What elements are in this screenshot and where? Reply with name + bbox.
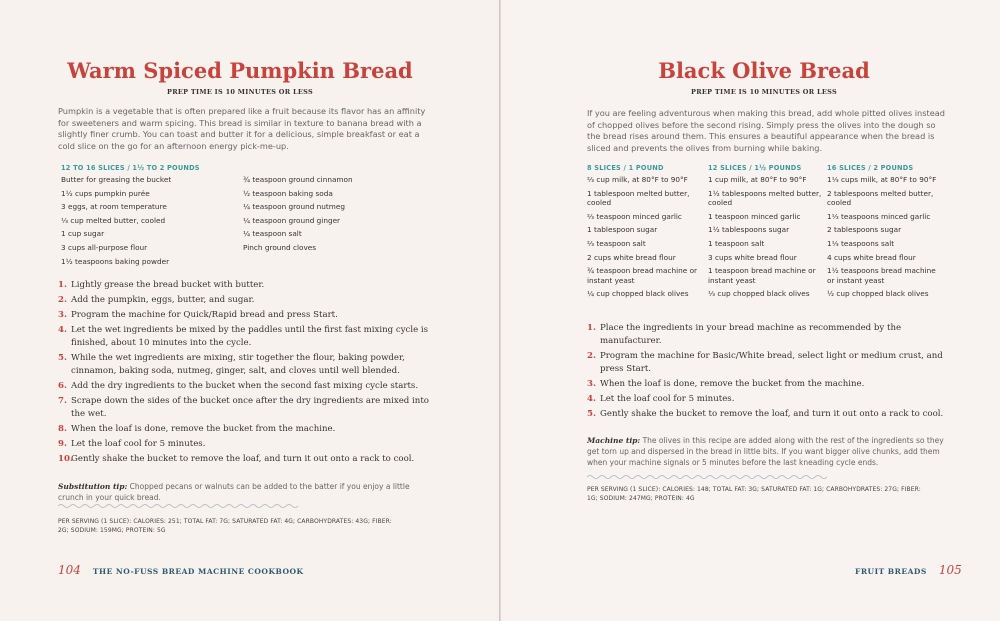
- step-item: [58, 324, 438, 350]
- step-text: While the wet ingredients are mixing, stir together the flour, baking powder, cinnamon, baking soda, nutmeg, ginger, salt, and cloves until well blended.: [71, 353, 405, 376]
- ingredient-item: 3 cups white bread flour: [708, 252, 797, 262]
- ingredient-item: 1 cup sugar: [61, 229, 105, 239]
- substitution-tip: [58, 481, 418, 503]
- step-text: Lightly grease the bread bucket with butter.: [71, 280, 265, 290]
- step-text: When the loaf is done, remove the bucket from the machine.: [71, 424, 336, 434]
- ingredient-item: ¼ teaspoon salt: [243, 229, 302, 239]
- ingredient-item: 1½ cups pumpkin purée: [61, 188, 150, 198]
- ingredient-item: ¼ teaspoon ground ginger: [243, 215, 341, 225]
- step-text: Let the loaf cool for 5 minutes.: [600, 394, 735, 404]
- step-number: 4.: [58, 325, 67, 335]
- tip-label: Substitution tip:: [58, 482, 128, 491]
- step-text: Add the dry ingredients to the bucket when the second fast mixing cycle starts.: [71, 381, 419, 391]
- step-text: Program the machine for Basic/White bread, select light or medium crust, and press Start.: [600, 351, 943, 374]
- step-item: [58, 352, 438, 378]
- ingredients-col-2: [243, 175, 423, 257]
- ingredient-item: 1 tablespoon sugar: [587, 225, 658, 235]
- ingredient-item: ⅓ cup chopped black olives: [708, 289, 810, 299]
- step-number: 6.: [58, 381, 67, 391]
- nutrition-info: PER SERVING (1 SLICE): CALORIES: 148; TOTAL FAT: 3G; SATURATED FAT: 1G; CARBOHYDRATES: 27G; FIBER: 1G; SODIUM: 247MG; PROTEIN: 4G: [587, 486, 921, 502]
- machine-tip: [587, 435, 947, 468]
- ingredient-item: ⅔ teaspoon minced garlic: [587, 211, 682, 221]
- ingredient-item: 3 cups all-purpose flour: [61, 242, 148, 252]
- step-text: Place the ingredients in your bread machine as recommended by the manufacturer.: [600, 323, 902, 346]
- ingredients-column: [587, 164, 702, 303]
- step-item: [587, 322, 947, 348]
- ingredient-item: 1⅓ teaspoons minced garlic: [827, 211, 931, 221]
- step-number: 7.: [58, 396, 67, 406]
- step-item: [587, 393, 947, 406]
- ingredient-item: 1 cup milk, at 80°F to 90°F: [708, 175, 807, 184]
- recipe-title: Black Olive Bread: [658, 58, 870, 83]
- step-item: [58, 279, 438, 292]
- ingredient-item: 1 teaspoon minced garlic: [708, 211, 801, 221]
- yield-label: 12 SLICES / 1½ POUNDS: [708, 164, 802, 172]
- step-item: [58, 309, 438, 322]
- ingredient-item: ¼ teaspoon ground nutmeg: [243, 202, 345, 212]
- ingredient-item: 1½ tablespoons sugar: [708, 225, 790, 235]
- page-number: 105: [938, 563, 962, 577]
- recipe-intro: If you are feeling adventurous when making this bread, add whole pitted olives instead of chopped olives before the second rising. Simply press the olives into the dough so the bread rises around them. This ensures a beautiful appearance when the bread is sliced and prevents the olives from burning while baking.: [587, 108, 945, 153]
- recipe-intro: Pumpkin is a vegetable that is often prepared like a fruit because its flavor has an affinity for sweeteners and warm spicing. This bread is similar in texture to banana bread with a slightly finer crumb. You can toast and butter it for a delicious, simple breakfast or eat a cold slice on the go for an afternoon energy pick-me-up.: [58, 106, 426, 151]
- prep-time: PREP TIME IS 10 MINUTES OR LESS: [691, 88, 837, 96]
- ingredient-item: 1 tablespoon melted butter, cooled: [587, 188, 690, 208]
- step-number: 9.: [58, 439, 67, 449]
- ingredients-column: [708, 164, 823, 303]
- ingredient-item: ½ teaspoon baking soda: [243, 188, 333, 198]
- step-item: [58, 294, 438, 307]
- step-item: [58, 438, 438, 451]
- ingredient-item: ½ cup chopped black olives: [827, 289, 929, 299]
- wavy-divider: [587, 474, 832, 480]
- step-number: 2.: [587, 351, 596, 361]
- step-item: [587, 378, 947, 391]
- page-footer: [855, 563, 962, 577]
- step-number: 3.: [58, 310, 67, 320]
- step-number: 1.: [58, 280, 67, 290]
- ingredient-item: 1⅓ teaspoons salt: [827, 238, 895, 248]
- step-text: Scrape down the sides of the bucket once after the dry ingredients are mixed into the wet.: [71, 396, 429, 419]
- tip-text: Chopped pecans or walnuts can be added to the batter if you enjoy a little crunch in your quick bread.: [58, 482, 410, 502]
- step-number: 5.: [58, 353, 67, 363]
- yield-label: 12 TO 16 SLICES / 1½ TO 2 POUNDS: [61, 164, 200, 172]
- step-item: [58, 453, 438, 466]
- ingredient-item: Pinch ground cloves: [243, 242, 317, 252]
- ingredient-item: ⅔ cup milk, at 80°F to 90°F: [587, 175, 688, 184]
- step-number: 10.: [58, 454, 73, 464]
- yield-label: 8 SLICES / 1 POUND: [587, 164, 664, 172]
- ingredient-item: ⅓ cup melted butter, cooled: [61, 215, 166, 225]
- nutrition-info: PER SERVING (1 SLICE): CALORIES: 251; TOTAL FAT: 7G; SATURATED FAT: 4G; CARBOHYDRATES: 43G; FIBER: 2G; SODIUM: 159MG; PROTEIN: 5G: [58, 518, 392, 534]
- step-text: Gently shake the bucket to remove the loaf, and turn it out onto a rack to cool.: [71, 454, 415, 464]
- step-item: [58, 395, 438, 421]
- ingredients-column: [827, 164, 942, 303]
- step-number: 1.: [587, 323, 596, 333]
- ingredient-item: ¼ cup chopped black olives: [587, 289, 689, 299]
- step-text: Let the wet ingredients be mixed by the paddles until the first fast mixing cycle is finished, about 10 minutes into the cycle.: [71, 325, 429, 348]
- prep-time: PREP TIME IS 10 MINUTES OR LESS: [167, 88, 313, 96]
- step-item: [587, 350, 947, 376]
- step-text: When the loaf is done, remove the bucket from the machine.: [600, 379, 865, 389]
- ingredient-item: ⅔ teaspoon salt: [587, 238, 646, 248]
- ingredient-item: 2 tablespoons sugar: [827, 225, 902, 235]
- yield-label: 16 SLICES / 2 POUNDS: [827, 164, 914, 172]
- ingredient-item: 4 cups white bread flour: [827, 252, 916, 262]
- wavy-divider: [58, 503, 303, 509]
- step-text: Add the pumpkin, eggs, butter, and sugar.: [71, 295, 255, 305]
- step-text: Program the machine for Quick/Rapid bread and press Start.: [71, 310, 338, 320]
- step-number: 4.: [587, 394, 596, 404]
- ingredient-item: 1⅓ cups milk, at 80°F to 90°F: [827, 175, 937, 184]
- step-text: Let the loaf cool for 5 minutes.: [71, 439, 206, 449]
- ingredient-item: 1 teaspoon salt: [708, 238, 765, 248]
- book-title: THE NO-FUSS BREAD MACHINE COOKBOOK: [92, 567, 304, 576]
- step-text: Gently shake the bucket to remove the loaf, and turn it out onto a rack to cool.: [600, 409, 944, 419]
- ingredient-item: ¾ teaspoon bread machine or instant yeast: [587, 266, 698, 285]
- step-number: 8.: [58, 424, 67, 434]
- ingredient-item: 1½ tablespoons melted butter, cooled: [708, 188, 822, 208]
- step-item: [58, 423, 438, 436]
- steps-list: [587, 322, 947, 423]
- ingredient-item: 1 teaspoon bread machine or instant yeast: [708, 266, 816, 285]
- page-number: 104: [58, 563, 81, 577]
- page-footer: [58, 563, 304, 577]
- ingredient-item: Butter for greasing the bucket: [61, 175, 172, 184]
- tip-text: The olives in this recipe are added along with the rest of the ingredients so they get torn up and dispersed in the bread in little bits. If you want bigger olive chunks, add them when your machine signals or 5 minutes before the last kneading cycle ends.: [587, 436, 944, 467]
- tip-label: Machine tip:: [587, 436, 641, 445]
- ingredient-item: 2 tablespoons melted butter, cooled: [827, 188, 934, 208]
- right-page: [500, 0, 1000, 621]
- section-title: FRUIT BREADS: [855, 567, 927, 576]
- step-number: 3.: [587, 379, 596, 389]
- step-number: 5.: [587, 409, 596, 419]
- step-number: 2.: [58, 295, 67, 305]
- ingredients-col-1: [61, 164, 241, 270]
- steps-list: [58, 279, 438, 468]
- recipe-title: Warm Spiced Pumpkin Bread: [67, 58, 413, 83]
- ingredient-item: 2 cups white bread flour: [587, 252, 676, 262]
- book-spine: [499, 0, 501, 621]
- ingredient-item: 1½ teaspoons baking powder: [61, 256, 170, 266]
- ingredient-item: ¾ teaspoon ground cinnamon: [243, 175, 353, 184]
- step-item: [58, 380, 438, 393]
- ingredient-item: 1½ teaspoons bread machine or instant yeast: [827, 266, 936, 285]
- ingredient-item: 3 eggs, at room temperature: [61, 202, 167, 212]
- step-item: [587, 408, 947, 421]
